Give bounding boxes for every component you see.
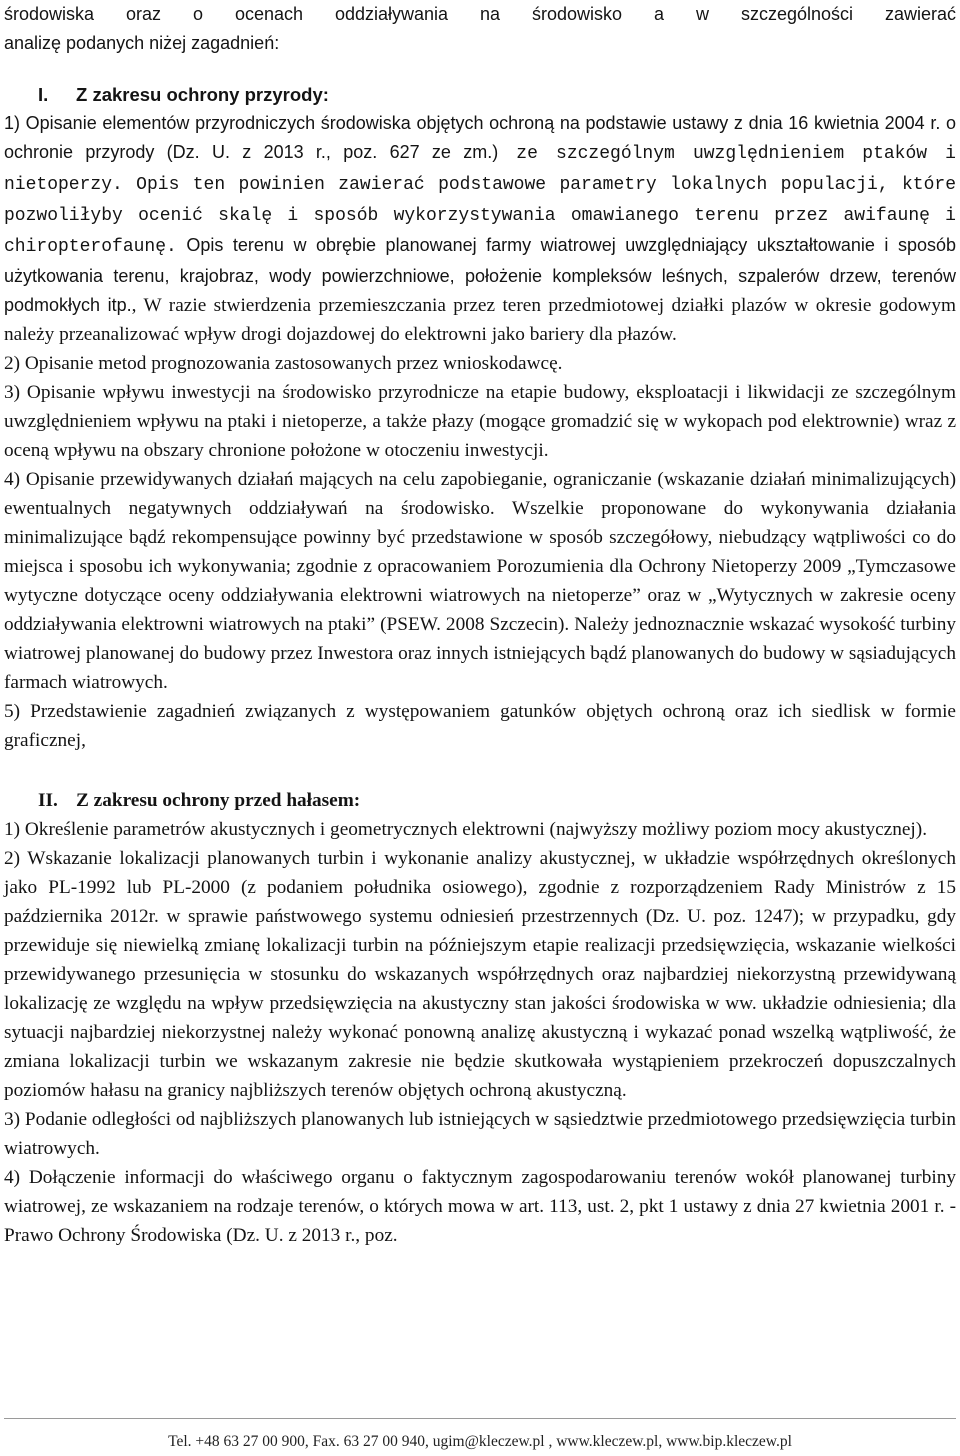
section-1-item-5: 5) Przedstawienie zagadnień związanych z występowaniem gatunków objętych ochroną oraz ich siedlisk w formie graficznej, [4, 701, 956, 751]
section-2-item-4: 4) Dołączenie informacji do właściwego organu o faktycznym zagospodarowaniu terenów wokół planowanej turbiny wiatrowej, ze wskazaniem na rodzaje terenów, o których mowa w art. 113, ust. 2, pkt 1 ustawy z dnia 27 kwietnia 2001 r. - Prawo Ochrony Środowiska (Dz. U. z 2013 r., poz. [4, 1167, 956, 1246]
section-1-item-1-part-2: ze szczególnym uwzględnieniem ptaków i nietoperzy. Opis ten powinien zawierać podstawowe parametry lokalnych populacji, które pozwoliłyby ocenić skalę i sposób wykorzystywania omawianego terenu przez awifaunę i chiropterofaunę. [4, 144, 956, 257]
section-1-item-1-part-1: 1) Opisanie elementów przyrodniczych środowiska objętych ochroną na podstawie ustawy z dnia 16 kwietnia 2004 r. o ochronie przyrody (Dz. U. z 2013 r., poz. 627 ze zm.) [4, 113, 956, 162]
section-2-item-3: 3) Podanie odległości od najbliższych planowanych lub istniejących w sąsiedztwie przedmiotowego przedsięwzięcia turbin wiatrowych. [4, 1109, 956, 1159]
section-1-item-1-part-4: , W razie stwierdzenia przemieszczania przez teren przedmiotowej działki plazów w okresie godowym należy przeanalizować wpływ drogi dojazdowej do elektrowni jako bariery dla płazów. [4, 295, 956, 345]
document-body [4, 0, 956, 1250]
section-1-item-1 [4, 109, 956, 349]
section-2-heading [4, 786, 956, 815]
section-1-item-1-part-3: Opis terenu w obrębie planowanej farmy wiatrowej uwzględniający ukształtowanie i sposób użytkowania terenu, krajobraz, wody powierzchniowe, położenie kompleksów leśnych, szpalerów drzew, terenów podmokłych itp. [4, 235, 956, 315]
section-2-item-1: 1) Określenie parametrów akustycznych i geometrycznych elektrowni (najwyższy możliwy poziom mocy akustycznej). [4, 819, 928, 840]
section-2-title: Z zakresu ochrony przed hałasem: [76, 790, 361, 811]
section-1-title: Z zakresu ochrony przyrody: [76, 84, 329, 105]
section-1-item-4: 4) Opisanie przewidywanych działań mających na celu zapobieganie, ograniczanie (wskazanie działań minimalizujących) ewentualnych negatywnych oddziaływań na środowisko. Wszelkie proponowane do wykonywania działania minimalizujące bądź rekompensujące powinny być przedstawione w sposób szczegółowy, niebudzący wątpliwości co do miejsca i sposobu ich wykonywania; zgodnie z opracowaniem Porozumienia dla Ochrony Nietoperzy 2009 „Tymczasowe wytyczne dotyczące oceny oddziaływania elektrowni wiatrowych na nietoperze” oraz w „Wytycznych w zakresie oceny oddziaływania elektrowni wiatrowych na ptaki” (PSEW. 2008 Szczecin). Należy jednoznacznie wskazać wysokość turbiny wiatrowej planowanej do budowy przez Inwestora oraz innych istniejących bądź planowanych do budowy w sąsiadujących farmach wiatrowych. [4, 469, 956, 693]
section-1-number: I. [38, 84, 49, 105]
intro-line-1: środowiska oraz o ocenach oddziaływania na środowisko a w szczególności zawierać [4, 4, 956, 24]
section-2-number: II. [38, 790, 58, 811]
intro-line-2: analizę podanych niżej zagadnień: [4, 33, 280, 53]
section-1-item-2: 2) Opisanie metod prognozowania zastosowanych przez wnioskodawcę. [4, 353, 563, 374]
section-1-item-3: 3) Opisanie wpływu inwestycji na środowisko przyrodnicze na etapie budowy, eksploatacji i likwidacji ze szczególnym uwzględnieniem wpływu na ptaki i nietoperze, a także płazy (mogące gromadzić się w wykopach pod elektrownie) wraz z oceną wpływu na obszary chronione położone w otoczeniu inwestycji. [4, 382, 956, 461]
section-2-item-2: 2) Wskazanie lokalizacji planowanych turbin i wykonanie analizy akustycznej, w układzie współrzędnych określonych jako PL-1992 lub PL-2000 (z podaniem południka osiowego), zgodnie z rozporządzeniem Rady Ministrów z 15 października 2012r. w sprawie państwowego systemu odniesień przestrzennych (Dz. U. poz. 1247); w przypadku, gdy przewiduje się niewielką zmianę lokalizacji turbin na późniejszym etapie realizacji przedsięwzięcia, wskazanie wielkości przewidywanego przesunięcia w stosunku do wskazanych współrzędnych oraz najbardziej niekorzystną przewidywaną lokalizację ze względu na wpływ przedsięwzięcia na akustyczny stan jakości środowiska w ww. układzie odniesienia; dla sytuacji najbardziej niekorzystnej należy wykonać ponowną analizę akustyczną i wykazać ponad wszelką wątpliwość, że zmiana lokalizacji turbin we wskazanym zakresie nie będzie skutkowała wystąpieniem przekroczeń dopuszczalnych poziomów hałasu na granicy najbliższych terenów objętych ochroną akustyczną. [4, 848, 956, 1101]
footer-contact: Tel. +48 63 27 00 900, Fax. 63 27 00 940, ugim@kleczew.pl , www.kleczew.pl, www.bip.kleczew.pl [168, 1433, 792, 1450]
footer-divider [4, 1418, 956, 1419]
section-1-heading [4, 80, 956, 109]
